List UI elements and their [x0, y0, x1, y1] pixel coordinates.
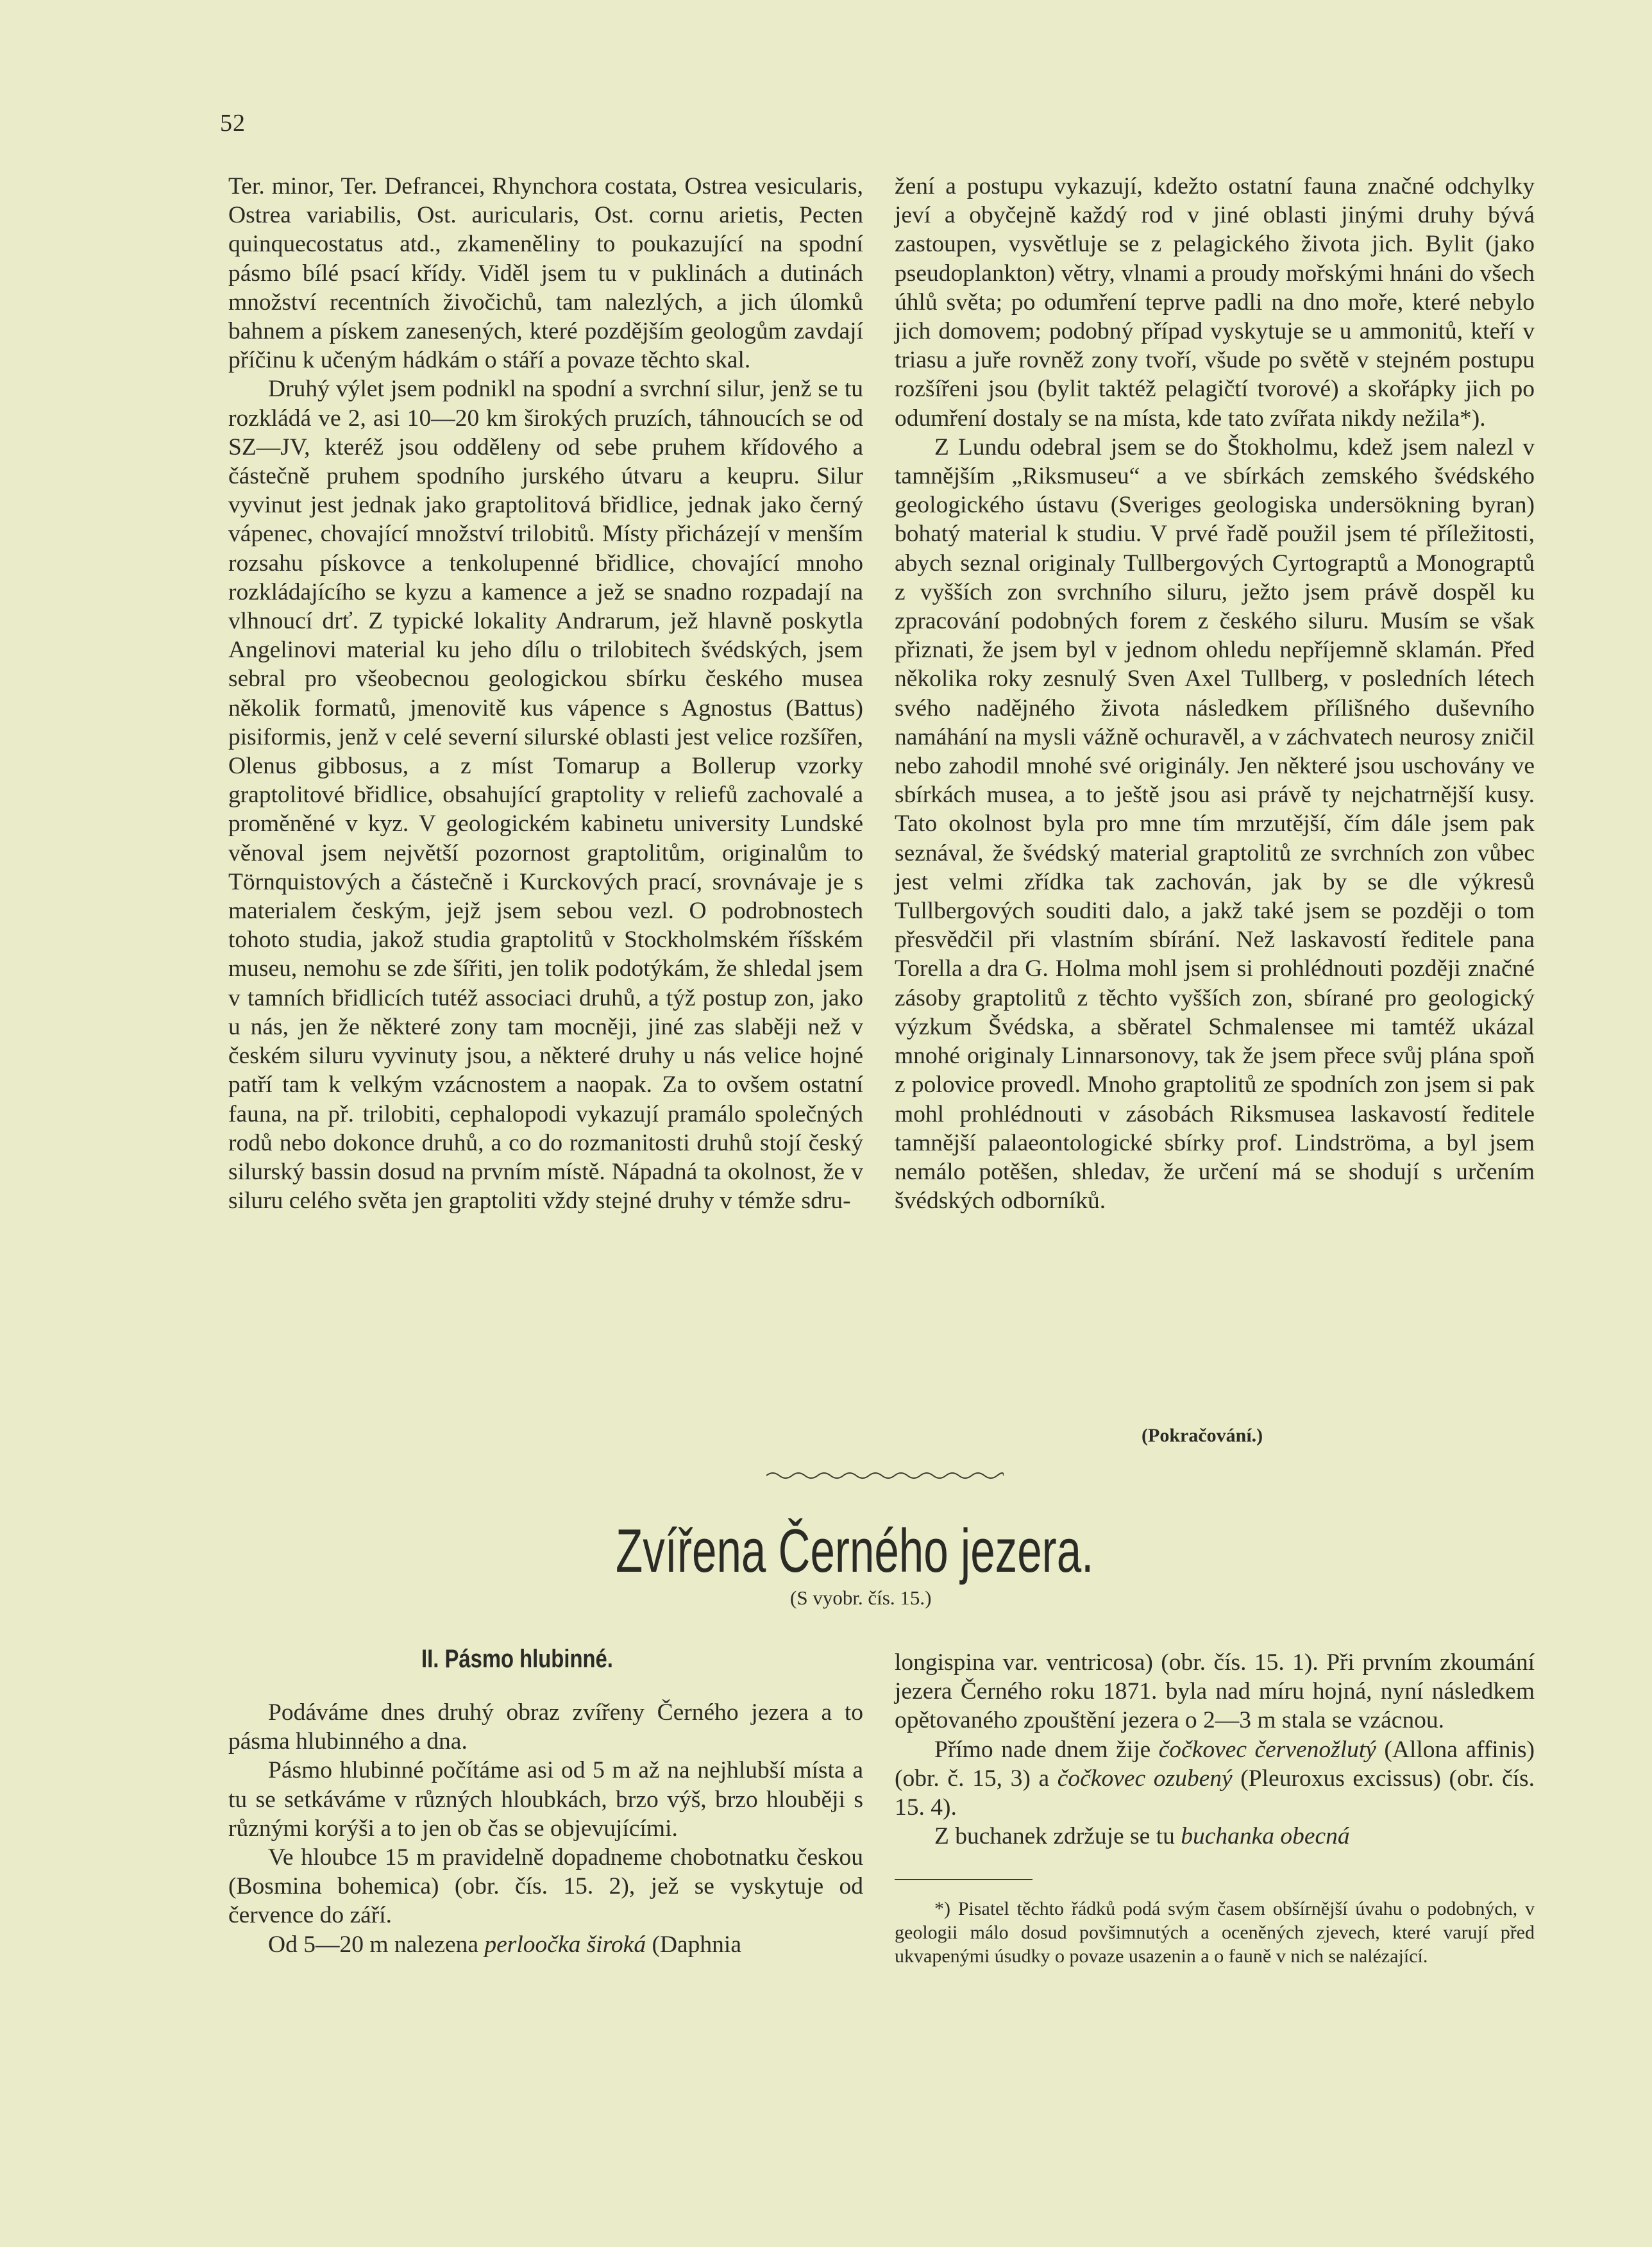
subsection-heading: II. Pásmo hlubinné.	[421, 1645, 613, 1673]
paragraph: Z Lundu odebral jsem se do Štokholmu, kdež jsem nalezl v tamnějším „Riksmuseu“ a ve sbírkách zemského švédského geologického ústavu (Sveriges geologiska undersökning byran) bohatý material k studiu. V prvé řadě použil jsem té příležitosti, abych seznal originaly Tullbergových Cyrtograptů a Monograptů z vyšších zon svrchního siluru, ježto jsem právě dospěl ku zpracování podobných forem z českého siluru. Musím se však přiznati, že jsem byl v jednom ohledu nepříjemně sklamán. Před několika roky zesnulý Sven Axel Tullberg, v posledních létech svého nadějného života následkem přílišného duševního namáhání na mysli vážně ochuravěl, a v záchvatech neurosy zničil nebo zahodil mnohé své originály. Jen některé jsou uschovány ve sbírkách musea, a to ještě jsou asi právě ty nejchatrnější kusy. Tato okolnost byla pro mne tím mrzutější, čím dále jsem pak seznával, že švédský material graptolitů ze svrchních zon vůbec jest velmi zřídka tak zachován, jak by se dle výkresů Tullbergových souditi dalo, a jakž také jsem se později o tom přesvědčil při vlastním sbírání. Než laskavostí ředitele pana Torella a dra G. Holma mohl jsem si prohlédnouti později značné zásoby graptolitů z těchto vyšších zon, sbírané pro geologický výzkum Švédska, a sběratel Schmalensee mi tamtéž ukázal mnohé originaly Linnarsonovy, tak že jsem přece svůj plána spoň z polovice provedl. Mnoho graptolitů ze spodních zon jsem si pak mohl prohlédnouti v zásobách Riksmusea laskavostí ředitele tamnější palaeontologické sbírky prof. Lindströma, a byl jsem nemálo potěšen, shledav, že určení má se shodují s určením švédských odborníků.	[895, 433, 1535, 1215]
paragraph: Druhý výlet jsem podnikl na spodní a svrchní silur, jenž se tu rozkládá ve 2, asi 10—20 km širokých pruzích, táhnoucích se od SZ—JV, kteréž jsou odděleny od sebe pruhem křídového a částečně pruhem spodního jurského útvaru a keupru. Silur vyvinut jest jednak jako graptolitová břidlice, jednak jako černý vápenec, chovající množství trilobitů. Místy přicházejí v menším rozsahu pískovce a tenkolupenné břidlice, chovající mnoho rozkládajícího se kyzu a kamence a jež se snadno rozpadají na vlhnoucí drť. Z typické lokality Andrarum, jež hlavně poskytla Angelinovi material ku jeho dílu o trilobitech švédských, jsem sebral pro všeobecnou geologickou sbírku českého musea několik formatů, jmenovitě kus vápence s Agnostus (Battus) pisiformis, jenž v celé severní silurské oblasti jest velice rozšířen, Olenus gibbosus, a z míst Tomarup a Bollerup vzorky graptolitové břidlice, obsahující graptolity v reliefů zachovalé a proměněné v kyz. V geologickém kabinetu university Lundské věnoval jsem největší pozornost graptolitům, originalům to Törnquistových a částečně i Kurckových prací, srovnávaje je s materialem českým, jejž jsem sebou vezl. O podrobnostech tohoto studia, jakož studia graptolitů v Stockholmském říšském museu, nemohu se zde šířiti, jen tolik podotýkám, že shledal jsem v tamních břidlicích tutéž associaci druhů, a týž postup zon, jako u nás, jen že některé zony tam mocněji, jiné zas slaběji než v českém siluru vyvinuty jsou, a některé druhy u nás velice hojné patří tam k velkým vzácnostem a naopak. Za to ovšem ostatní fauna, na př. trilobiti, cephalopodi vykazují pramálo společných rodů nebo dokonce druhů, a co do rozmanitosti druhů stojí český silurský bassin dosud na prvním místě. Nápadná ta okolnost, že v siluru celého světa jen graptoliti vždy stejné druhy v témže sdru-	[228, 376, 863, 1215]
italic-term: čočkovec ozubený	[1057, 1765, 1233, 1792]
column-left-bottom	[228, 1698, 863, 1959]
page-number: 52	[220, 110, 246, 137]
section-subtitle: (S vyobr. čís. 15.)	[790, 1586, 932, 1609]
italic-term: čočkovec červenožlutý	[1158, 1736, 1376, 1763]
paragraph	[895, 1822, 1535, 1851]
text-run: Z buchanek zdržuje se tu	[934, 1823, 1181, 1850]
footnote-rule	[895, 1879, 1032, 1880]
text-run: Přímo nade dnem žije	[934, 1736, 1159, 1763]
continued-note: (Pokračování.)	[1142, 1425, 1263, 1446]
paragraph: žení a postupu vykazují, kdežto ostatní fauna značné odchylky jeví a obyčejně každý rod v jiné oblasti jinými druhy bývá zastoupen, vysvětluje se z pelagického života jich. Bylit (jako pseudoplankton) větry, vlnami a proudy mořskými hnáni do všech úhlů světa; po odumření teprve padli na dno moře, které nebylo jich domovem; podobný případ vyskytuje se u ammonitů, kteří v triasu a juře rovněž zony tvoří, všude po světě v stejném postupu rozšířeni jsou (bylit taktéž pelagičtí tvorové) a skořápky jich po odumření dostaly se na místa, kde tato zvířata nikdy nežila*).	[895, 173, 1535, 432]
paragraph: Ter. minor, Ter. Defrancei, Rhynchora costata, Ostrea vesicularis, Ostrea variabilis, Ost. auricularis, Ost. cornu arietis, Pecten quinquecostatus atd., zkameněliny to poukazující na spodní pásmo bílé psací křídy. Viděl jsem tu v puklinách a dutinách množství recentních živočichů, tam nalezlých, a jich úlomků bahnem a pískem zanesených, které pozdějším geologům zavdají příčinu k učeným hádkám o stáří a povaze těchto skal.	[228, 173, 863, 374]
italic-term: buchanka obecná	[1181, 1823, 1350, 1850]
paragraph: Podáváme dnes druhý obraz zvířeny Černého jezera a to pásma hlubinného a dna.	[228, 1699, 863, 1755]
section-title: Zvířena Černého jezera.	[616, 1517, 1094, 1585]
column-left-top	[228, 172, 863, 1215]
italic-term: perloočka široká	[484, 1931, 646, 1958]
footnote-text: *) Pisatel těchto řádků podá svým časem obšírnější úvahu o podobných, v geologii málo dosud povšimnutých a oceněných zjevech, které varují před ukvapenými úsudky o povaze usazenin a o fauně v nich se nalézající.	[895, 1898, 1535, 1967]
column-right-top	[895, 172, 1535, 1215]
column-right-bottom	[895, 1648, 1535, 1851]
paragraph: Ve hloubce 15 m pravidelně dopadneme chobotnatku českou (Bosmina bohemica) (obr. čís. 15. 2), jež se vyskytuje od července do září.	[228, 1844, 863, 1929]
footnote	[895, 1897, 1535, 1968]
paragraph	[228, 1930, 863, 1959]
text-run: (Allona affinis) (obr. č. 15, 3) a	[895, 1736, 1535, 1792]
paragraph: Pásmo hlubinné počítáme asi od 5 m až na nejhlubší místa a tu se setkáváme v různých hloubkách, brzo výš, brzo hlouběji s různými korýši a to jen ob čas se objevujícími.	[228, 1757, 863, 1842]
text-run: (Daphnia	[646, 1931, 741, 1958]
text-run: (Pleuroxus excissus) (obr. čís. 15. 4).	[895, 1765, 1535, 1821]
paragraph	[895, 1735, 1535, 1822]
text-run: Od 5—20 m nalezena	[268, 1931, 485, 1958]
wavy-divider	[766, 1469, 1004, 1483]
paragraph: longispina var. ventricosa) (obr. čís. 15. 1). Při prvním zkoumání jezera Černého roku 1871. byla nad míru hojná, nyní následkem opětovaného zpouštění jezera o 2—3 m stala se vzácnou.	[895, 1649, 1535, 1734]
